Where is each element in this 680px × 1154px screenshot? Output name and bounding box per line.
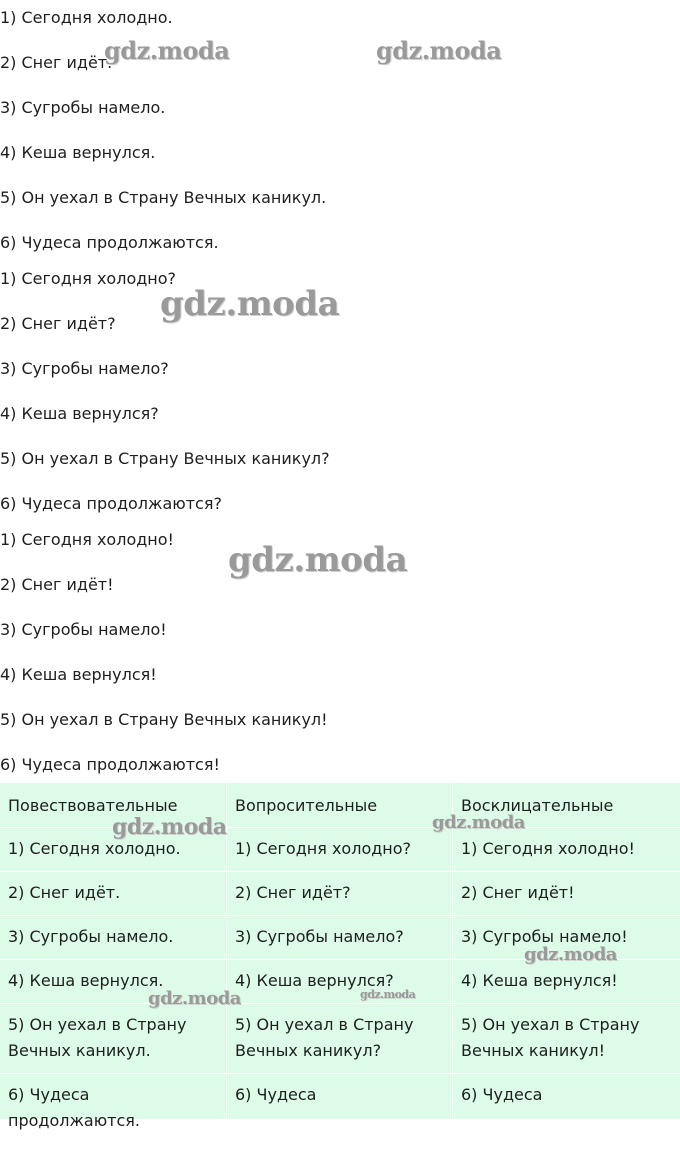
sentence-line: 2) Снег идёт! — [0, 575, 114, 594]
watermark: gdz.moda — [524, 944, 617, 965]
table-header-cell — [227, 783, 453, 827]
table-cell — [227, 915, 453, 959]
watermark: gdz.moda — [160, 284, 340, 324]
sentence-line: 6) Чудеса продолжаются? — [0, 494, 222, 513]
watermark: gdz.moda — [376, 36, 502, 65]
cell-text: 2) Снег идёт? — [235, 883, 351, 902]
sentence-line: 1) Сегодня холодно? — [0, 269, 177, 288]
table-cell — [227, 1003, 453, 1073]
cell-text: 6) Чудеса — [235, 1085, 317, 1104]
sentence-line: 5) Он уехал в Страну Вечных каникул! — [0, 710, 328, 729]
table-cell — [453, 871, 680, 915]
table-cell — [0, 1073, 227, 1133]
sentence-line: 2) Снег идёт? — [0, 314, 116, 333]
cell-text: 3) Сугробы намело! — [461, 927, 628, 946]
cell-text: 3) Сугробы намело. — [8, 927, 174, 946]
watermark: gdz.moda — [112, 814, 227, 840]
table-cell — [227, 1073, 453, 1133]
sentence-line: 6) Чудеса продолжаются! — [0, 755, 220, 774]
cell-text: 4) Кеша вернулся? — [235, 971, 394, 990]
sentence-line: 5) Он уехал в Страну Вечных каникул? — [0, 449, 330, 468]
table-row — [0, 1003, 680, 1074]
cell-text: 1) Сегодня холодно? — [235, 839, 412, 858]
table-cell — [0, 915, 227, 959]
watermark: gdz.moda — [148, 988, 241, 1009]
sentence-line: 4) Кеша вернулся! — [0, 665, 157, 684]
header-exclamatory: Восклицательные — [461, 796, 614, 815]
table-row — [0, 871, 680, 916]
cell-text: 2) Снег идёт. — [8, 883, 121, 902]
cell-text: 5) Он уехал в Страну — [8, 1015, 187, 1034]
cell-text: 3) Сугробы намело? — [235, 927, 404, 946]
cell-text: 4) Кеша вернулся! — [461, 971, 618, 990]
sentence-line: 5) Он уехал в Страну Вечных каникул. — [0, 188, 327, 207]
cell-text: 6) Чудеса продолжаются. — [8, 1085, 140, 1130]
cell-text: 2) Снег идёт! — [461, 883, 575, 902]
watermark: gdz.moda — [432, 812, 525, 833]
sentence-line: 6) Чудеса продолжаются. — [0, 233, 219, 252]
table-cell — [453, 959, 680, 1003]
table-cell — [0, 871, 227, 915]
table-cell — [453, 827, 680, 871]
table-cell — [0, 1003, 227, 1073]
table-cell — [227, 871, 453, 915]
table-cell — [453, 1073, 680, 1133]
sentence-line: 4) Кеша вернулся? — [0, 404, 159, 423]
sentence-line: 4) Кеша вернулся. — [0, 143, 156, 162]
table-row — [0, 959, 680, 1004]
cell-text: Вечных каникул. — [8, 1041, 151, 1060]
cell-text: Вечных каникул? — [235, 1041, 382, 1060]
header-narrative: Повествовательные — [8, 796, 178, 815]
cell-text: Вечных каникул! — [461, 1041, 606, 1060]
watermark: gdz.moda — [228, 540, 408, 580]
sentence-line: 2) Снег идёт. — [0, 53, 113, 72]
cell-text: 5) Он уехал в Страну — [235, 1015, 414, 1034]
sentence-line: 3) Сугробы намело. — [0, 98, 166, 117]
watermark: gdz.moda — [104, 36, 230, 65]
table-cell — [227, 827, 453, 871]
header-interrogative: Вопросительные — [235, 796, 378, 815]
table-row — [0, 1073, 680, 1134]
cell-text: 1) Сегодня холодно. — [8, 839, 181, 858]
table-row — [0, 827, 680, 872]
cell-text: 5) Он уехал в Страну — [461, 1015, 640, 1034]
table-cell — [453, 1003, 680, 1073]
sentence-line: 3) Сугробы намело! — [0, 620, 167, 639]
sentence-line: 3) Сугробы намело? — [0, 359, 169, 378]
table-cell — [227, 959, 453, 1003]
cell-text: 4) Кеша вернулся. — [8, 971, 164, 990]
cell-text: 1) Сегодня холодно! — [461, 839, 635, 858]
sentence-line: 1) Сегодня холодно. — [0, 8, 173, 27]
table-header-row — [0, 783, 680, 828]
cell-text: 6) Чудеса — [461, 1085, 543, 1104]
sentence-line: 1) Сегодня холодно! — [0, 530, 174, 549]
watermark: gdz.moda — [360, 988, 416, 1001]
